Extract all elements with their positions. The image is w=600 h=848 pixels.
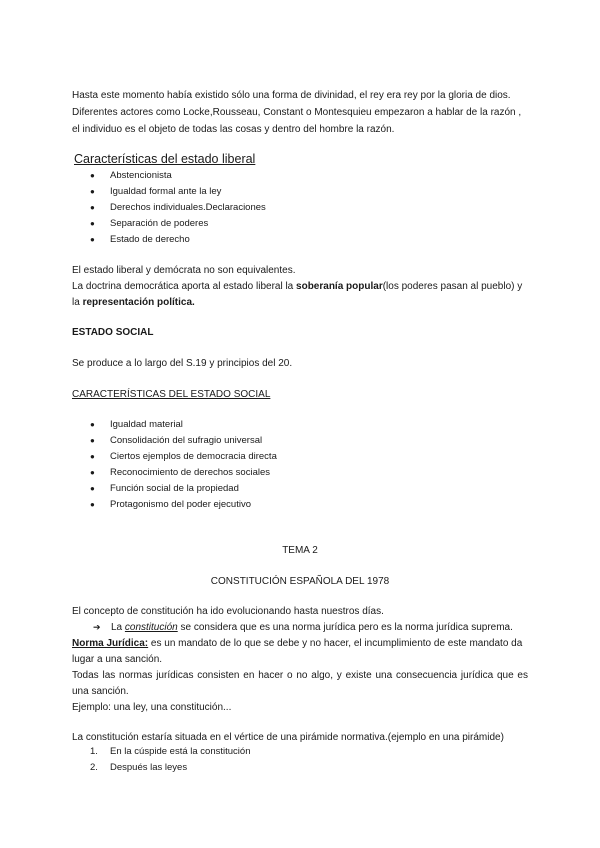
constitucion-term: constitución: [124, 622, 178, 633]
tema-title: TEMA 2: [282, 545, 318, 556]
list-item: ● Ciertos ejemplos de democracia directa: [90, 449, 277, 465]
list-item: ● Reconocimiento de derechos sociales: [90, 465, 277, 481]
list-item: ● Igualdad material: [90, 417, 277, 433]
list-item: 2. Después las leyes: [90, 760, 250, 776]
list-item: ● Consolidación del sufragio universal: [90, 433, 277, 449]
list-item: ● Igualdad formal ante la ley: [90, 184, 266, 200]
list-item: ● Protagonismo del poder ejecutivo: [90, 497, 277, 513]
tema-para-4: Todas las normas jurídicas consisten en hacer o no algo, y existe una consecuencia jurídica que es: [72, 670, 528, 681]
social-subheading: CARACTERÍSTICAS DEL ESTADO SOCIAL: [72, 389, 271, 400]
bullet-icon: ●: [90, 484, 95, 493]
soberania-popular-term: soberanía popular: [296, 281, 383, 292]
social-bullet-list: [90, 417, 277, 513]
norma-juridica-term: Norma Jurídica:: [72, 638, 149, 649]
intro-line-3: el individuo es el objeto de todas las cosas y dentro del hombre la razón.: [72, 124, 395, 135]
representacion-politica-term: representación política.: [82, 297, 195, 308]
liberal-para-1: El estado liberal y demócrata no son equivalentes.: [72, 265, 296, 276]
tema-para-4b: una sanción.: [72, 686, 129, 697]
list-item: ● Derechos individuales.Declaraciones: [90, 200, 266, 216]
bullet-icon: ●: [90, 452, 95, 461]
tema-para-3b: lugar a una sanción.: [72, 654, 163, 665]
bullet-icon: ●: [90, 468, 95, 477]
tema-para-6: La constitución estaría situada en el vértice de una pirámide normativa.(ejemplo en una pirámide): [72, 732, 504, 743]
liberal-heading: Características del estado liberal: [74, 152, 256, 166]
tema-para-1: El concepto de constitución ha ido evolucionando hasta nuestros días.: [72, 606, 384, 617]
intro-line-1: Hasta este momento había existido sólo una forma de divinidad, el rey era rey por la gloria de dios.: [72, 90, 511, 101]
list-item: 1. En la cúspide está la constitución: [90, 744, 250, 760]
bullet-icon: ●: [90, 187, 95, 196]
list-item: ● Estado de derecho: [90, 232, 266, 248]
tema-subtitle: CONSTITUCIÓN ESPAÑOLA DEL 1978: [210, 576, 390, 587]
tema-para-2: ➔ La constitución se considera que es una norma jurídica pero es la norma jurídica suprema.: [93, 619, 513, 636]
social-intro: Se produce a lo largo del S.19 y principios del 20.: [72, 358, 293, 369]
tema-para-5: Ejemplo: una ley, una constitución...: [72, 702, 232, 713]
tema-para-3: Norma Jurídica: es un mandato de lo que se debe y no hacer, el incumplimiento de este mandato da: [72, 638, 523, 649]
arrow-icon: ➔: [93, 622, 101, 632]
bullet-icon: ●: [90, 436, 95, 445]
bullet-icon: ●: [90, 420, 95, 429]
bullet-icon: ●: [90, 500, 95, 509]
liberal-para-3: la representación política.: [72, 297, 195, 308]
intro-line-2: Diferentes actores como Locke,Rousseau, Constant o Montesquieu empezaron a hablar de la razón ,: [72, 107, 522, 118]
liberal-para-2: La doctrina democrática aporta al estado liberal la soberanía popular(los poderes pasan al pueblo) y: [72, 281, 523, 292]
list-number: 2.: [90, 762, 98, 773]
list-number: 1.: [90, 746, 98, 757]
list-item: ● Función social de la propiedad: [90, 481, 277, 497]
liberal-bullet-list: [90, 168, 266, 248]
list-item: ● Abstencionista: [90, 168, 266, 184]
bullet-icon: ●: [90, 235, 95, 244]
bullet-icon: ●: [90, 219, 95, 228]
bullet-icon: ●: [90, 203, 95, 212]
numbered-list: [90, 744, 250, 776]
bullet-icon: ●: [90, 171, 95, 180]
list-item: ● Separación de poderes: [90, 216, 266, 232]
social-heading: ESTADO SOCIAL: [72, 327, 154, 338]
